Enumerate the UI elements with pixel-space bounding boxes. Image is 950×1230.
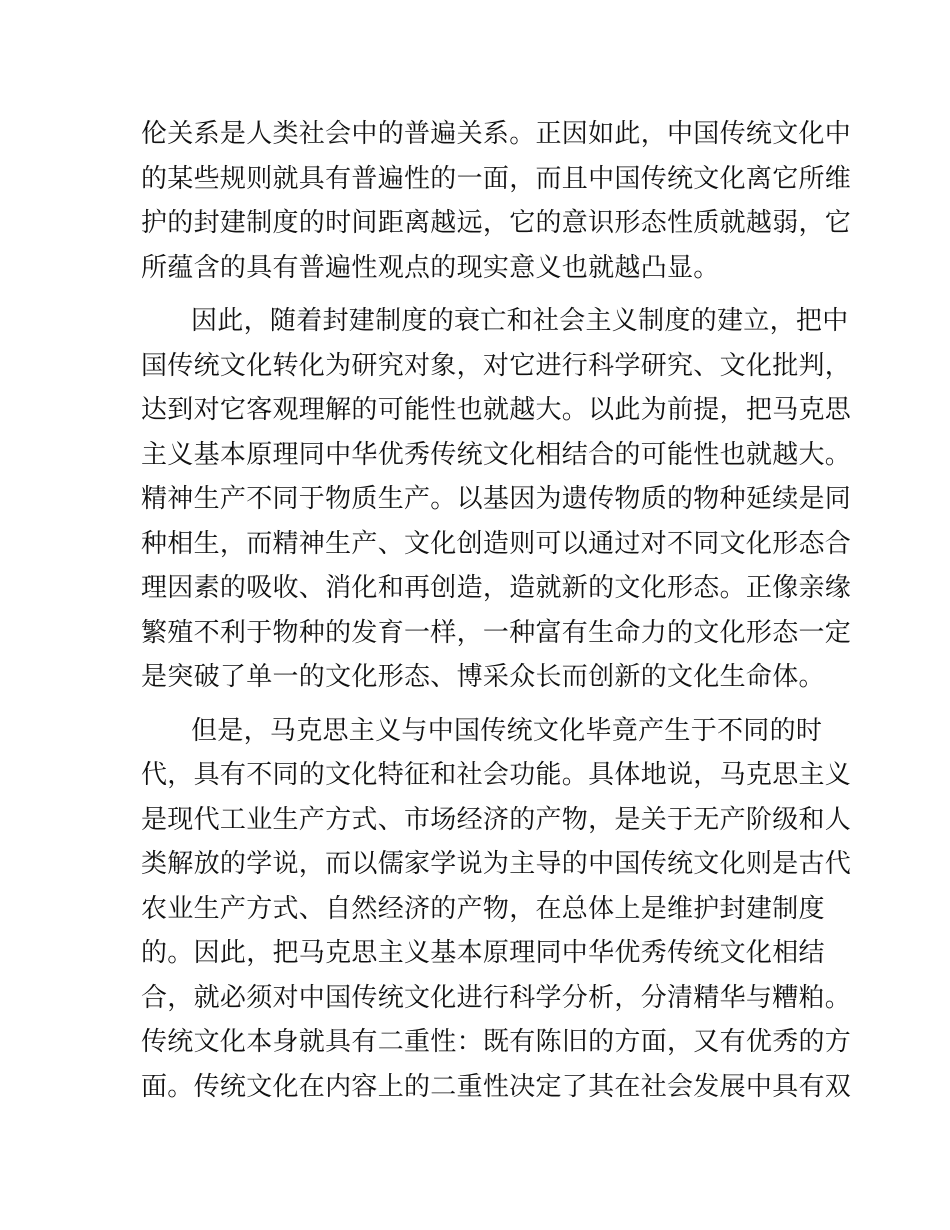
text-line: 护的封建制度的时间距离越远，它的意识形态性质就越弱，它 bbox=[141, 208, 852, 238]
text-line: 的。因此，把马克思主义基本原理同中华优秀传统文化相结 bbox=[141, 938, 825, 968]
text-line: 代，具有不同的文化特征和社会功能。具体地说，马克思主义 bbox=[141, 760, 852, 790]
text-line: 是突破了单一的文化形态、博采众长而创新的文化生命体。 bbox=[141, 662, 825, 692]
body-text bbox=[141, 112, 852, 1109]
text-line: 繁殖不利于物种的发育一样，一种富有生命力的文化形态一定 bbox=[141, 617, 852, 648]
text-line: 国传统文化转化为研究对象，对它进行科学研究、文化批判， bbox=[141, 350, 852, 381]
paragraph-start-line: 因此，随着封建制度的衰亡和社会主义制度的建立，把中 bbox=[191, 306, 849, 336]
text-line: 的某些规则就具有普遍性的一面，而且中国传统文化离它所维 bbox=[141, 163, 852, 194]
text-line: 类解放的学说，而以儒家学说为主导的中国传统文化则是古代 bbox=[141, 849, 852, 879]
paragraph-start-line: 但是，马克思主义与中国传统文化毕竟产生于不同的时 bbox=[191, 715, 823, 746]
text-line: 农业生产方式、自然经济的产物，在总体上是维护封建制度 bbox=[141, 893, 825, 924]
text-line: 种相生，而精神生产、文化创造则可以通过对不同文化形态合 bbox=[141, 528, 852, 559]
text-line: 达到对它客观理解的可能性也就越大。以此为前提，把马克思 bbox=[141, 395, 852, 425]
text-line: 伦关系是人类社会中的普遍关系。正因如此，中国传统文化中 bbox=[141, 119, 852, 149]
text-line: 所蕴含的具有普遍性观点的现实意义也就越凸显。 bbox=[141, 252, 720, 283]
text-line: 传统文化本身就具有二重性：既有陈旧的方面，又有优秀的方 bbox=[141, 1027, 852, 1057]
text-line: 理因素的吸收、消化和再创造，造就新的文化形态。正像亲缘 bbox=[141, 573, 852, 603]
text-line: 面。传统文化在内容上的二重性决定了其在社会发展中具有双 bbox=[141, 1071, 852, 1102]
text-line: 精神生产不同于物质生产。以基因为遗传物质的物种延续是同 bbox=[141, 484, 852, 514]
text-line: 合，就必须对中国传统文化进行科学分析，分清精华与糟粕。 bbox=[141, 982, 852, 1013]
text-line: 是现代工业生产方式、市场经济的产物，是关于无产阶级和人 bbox=[141, 804, 852, 835]
text-line: 主义基本原理同中华优秀传统文化相结合的可能性也就越大。 bbox=[141, 439, 852, 470]
